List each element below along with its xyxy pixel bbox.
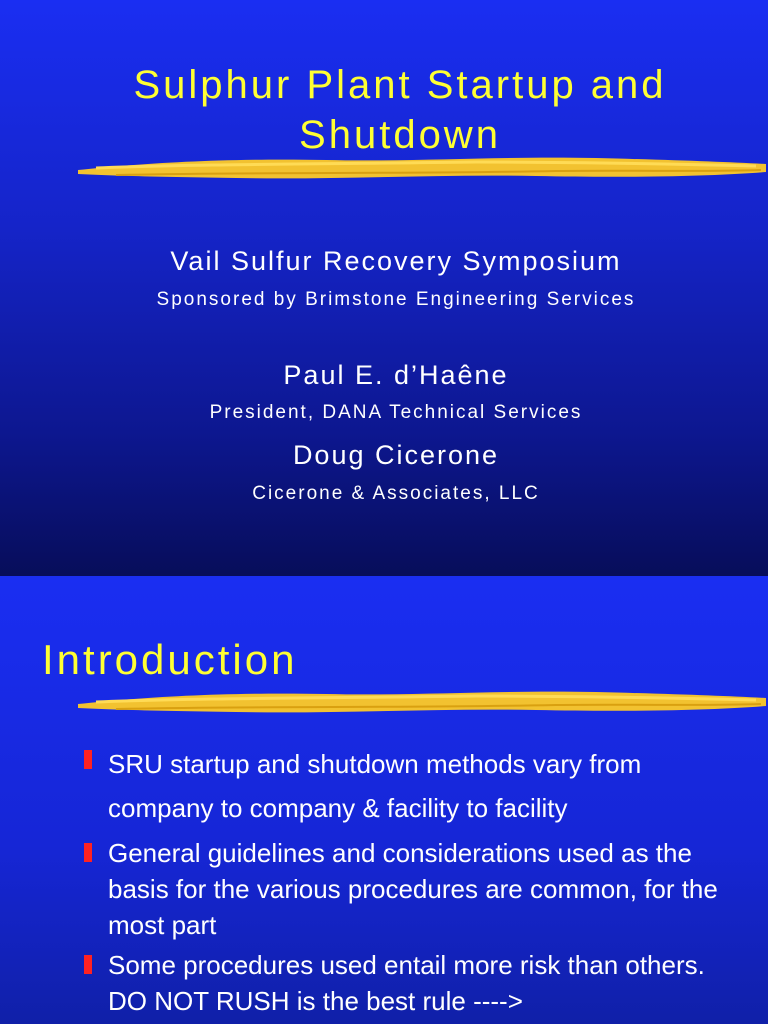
title-underline-brush [76, 150, 768, 186]
slide-title: Introduction [42, 636, 298, 683]
bullet-text: General guidelines and considerations used as the basis for the various procedures are common, for the most part [108, 838, 718, 940]
bullet-marker-icon [84, 843, 92, 862]
bullet-text: SRU startup and shutdown methods vary from company to company & facility to facility [108, 749, 642, 823]
sponsor-line: Sponsored by Brimstone Engineering Services [156, 289, 636, 310]
author2-name: Doug Cicerone [292, 440, 500, 470]
author1-role: President, DANA Technical Services [209, 402, 583, 423]
bullet-item [84, 835, 734, 943]
slide-title-line2: Shutdown [299, 113, 501, 157]
author2-role: Cicerone & Associates, LLC [252, 483, 540, 504]
bullet-item [84, 742, 734, 830]
introduction-slide [0, 576, 768, 1024]
bullet-marker-icon [84, 750, 92, 769]
title-underline-brush [76, 684, 768, 720]
event-name: Vail Sulfur Recovery Symposium [170, 246, 622, 276]
bullet-item [84, 947, 734, 1019]
bullet-text: Some procedures used entail more risk than others. DO NOT RUSH is the best rule ----> [108, 950, 705, 1016]
author1-name: Paul E. d’Haêne [283, 360, 509, 390]
bullet-marker-icon [84, 955, 92, 974]
slide-title-line1: Sulphur Plant Startup and [133, 63, 667, 107]
